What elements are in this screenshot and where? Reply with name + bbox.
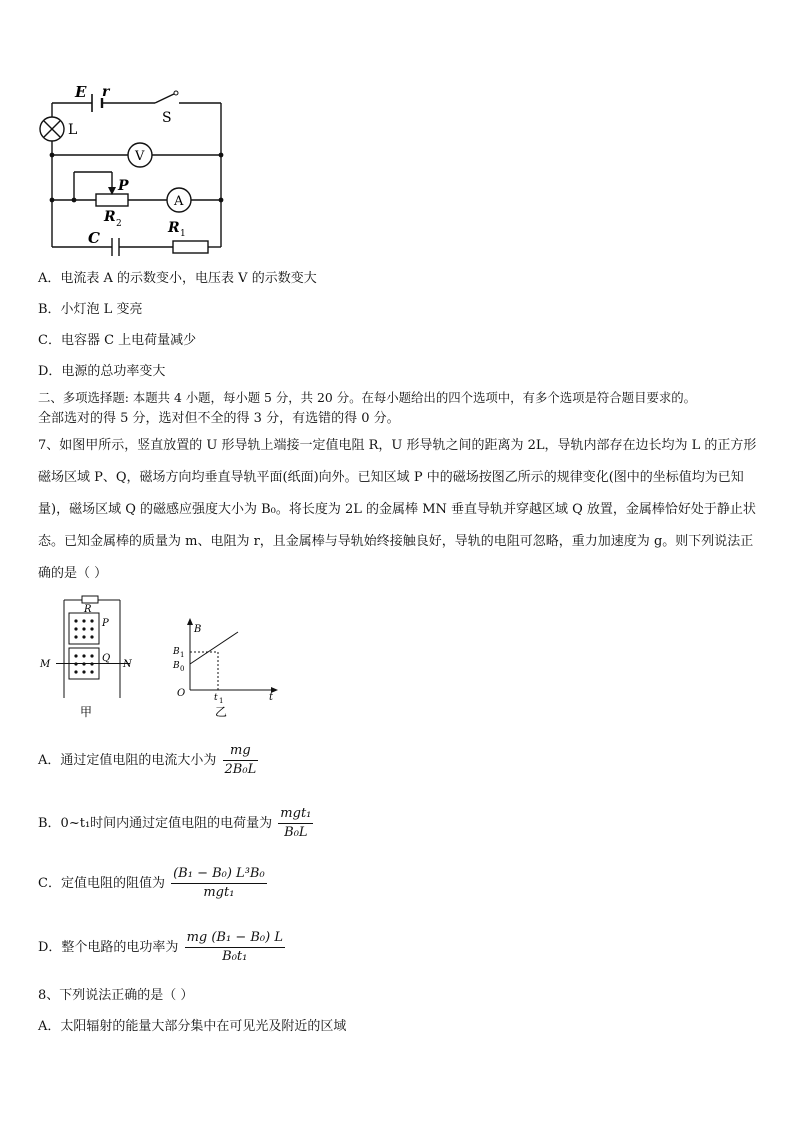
q7-option-b-fraction — [278, 805, 313, 842]
q7-option-d-numerator: mg (B₁ − B₀) L — [185, 929, 285, 948]
q6-option-d: D．电源的总功率变大 — [38, 364, 166, 379]
q7-option-a — [38, 742, 258, 779]
section2-line2: 全部选对的得 5 分，选对但不全的得 3 分，有选错的得 0 分。 — [38, 411, 400, 426]
q7-option-c-denominator: mgt₁ — [203, 885, 235, 900]
yi-label-B0: B — [173, 661, 180, 671]
q6-option-c: C．电容器 C 上电荷量减少 — [38, 333, 197, 348]
jia-caption: 甲 — [80, 705, 93, 719]
section2-line1: 二、多项选择题: 本题共 4 小题，每小题 5 分，共 20 分。在每小题给出的四个选项中，有多个选项是符合题目要求的。 — [38, 390, 697, 405]
yi-label-O: O — [177, 688, 186, 699]
label-A: A — [174, 194, 184, 209]
q7-option-c-fraction — [171, 865, 267, 902]
q7-option-a-denominator: 2B₀L — [224, 762, 257, 777]
yi-label-B1-sub: 1 — [180, 651, 185, 659]
q7-option-d — [38, 929, 285, 966]
figure-jia — [36, 594, 136, 720]
jia-label-Q: Q — [102, 653, 111, 664]
q7-option-c-prefix: C．定值电阻的阻值为 — [38, 876, 165, 891]
q7-option-c — [38, 865, 267, 902]
yi-label-B: B — [194, 624, 202, 635]
q7-option-b-numerator: mgt₁ — [278, 805, 313, 824]
label-S: S — [162, 110, 172, 126]
yi-label-t1-sub: 1 — [219, 697, 224, 705]
q8-option-a: A．太阳辐射的能量大部分集中在可见光及附近的区域 — [38, 1019, 347, 1034]
jia-label-P: P — [102, 618, 109, 629]
q7-option-d-fraction — [185, 929, 285, 966]
figure-yi — [166, 614, 286, 720]
jia-label-M: M — [40, 659, 51, 670]
label-E: E — [75, 83, 87, 101]
label-L: L — [68, 122, 78, 138]
q7-option-a-fraction — [223, 742, 259, 779]
circuit-diagram — [30, 80, 240, 258]
label-R1-sub: 1 — [180, 229, 186, 239]
yi-label-t1: t — [214, 693, 218, 703]
yi-label-t: t — [269, 692, 274, 703]
jia-label-N: N — [123, 659, 132, 670]
q6-option-b: B．小灯泡 L 变亮 — [38, 302, 143, 317]
label-V: V — [135, 149, 145, 164]
q7-option-d-denominator: B₀t₁ — [222, 949, 248, 964]
label-P: P — [118, 178, 129, 194]
q7-option-b-prefix: B．0~t₁时间内通过定值电阻的电荷量为 — [38, 816, 273, 831]
q7-stem: 7、如图甲所示，竖直放置的 U 形导轨上端接一定值电阻 R，U 形导轨之间的距离为 2L，导轨内部存在边长均为 L 的正方形磁场区域 P、Q，磁场方向均垂直导轨平面(纸面)向外。已知区域 P 中的磁场按图乙所示的规律变化(图中的坐标值均为已知量)，磁场区域 Q 的磁感应强度大小为 B₀。将长度为 2L 的金属棒 MN 垂直导轨并穿越区域 Q 放置，金属棒恰好处于静止状态。已知金属棒的质量为 m、电阻为 r，且金属棒与导轨始终接触良好，导轨的电阻可忽略，重力加速度为 g。则下列说法正确的是（ ） — [38, 438, 757, 581]
q7-option-d-prefix: D．整个电路的电功率为 — [38, 940, 179, 955]
yi-label-B0-sub: 0 — [180, 665, 185, 673]
q7-option-c-numerator: (B₁ − B₀) L³B₀ — [171, 865, 267, 884]
jia-label-R: R — [84, 604, 92, 615]
q8-stem: 8、下列说法正确的是（ ） — [38, 988, 194, 1003]
b-t-line — [190, 632, 238, 664]
q6-option-a: A．电流表 A 的示数变小，电压表 V 的示数变大 — [38, 271, 317, 286]
q7-option-b-denominator: B₀L — [284, 825, 308, 840]
label-C: C — [88, 229, 100, 247]
yi-label-B1: B — [173, 647, 180, 657]
q7-option-a-numerator: mg — [223, 742, 259, 761]
yi-caption: 乙 — [215, 705, 228, 719]
q7-option-a-prefix: A．通过定值电阻的电流大小为 — [38, 753, 217, 768]
label-R2-sub: 2 — [116, 219, 122, 229]
label-r: r — [102, 84, 110, 100]
label-R1: R — [168, 220, 180, 236]
label-R2: R — [104, 209, 116, 225]
q7-option-b — [38, 805, 313, 842]
